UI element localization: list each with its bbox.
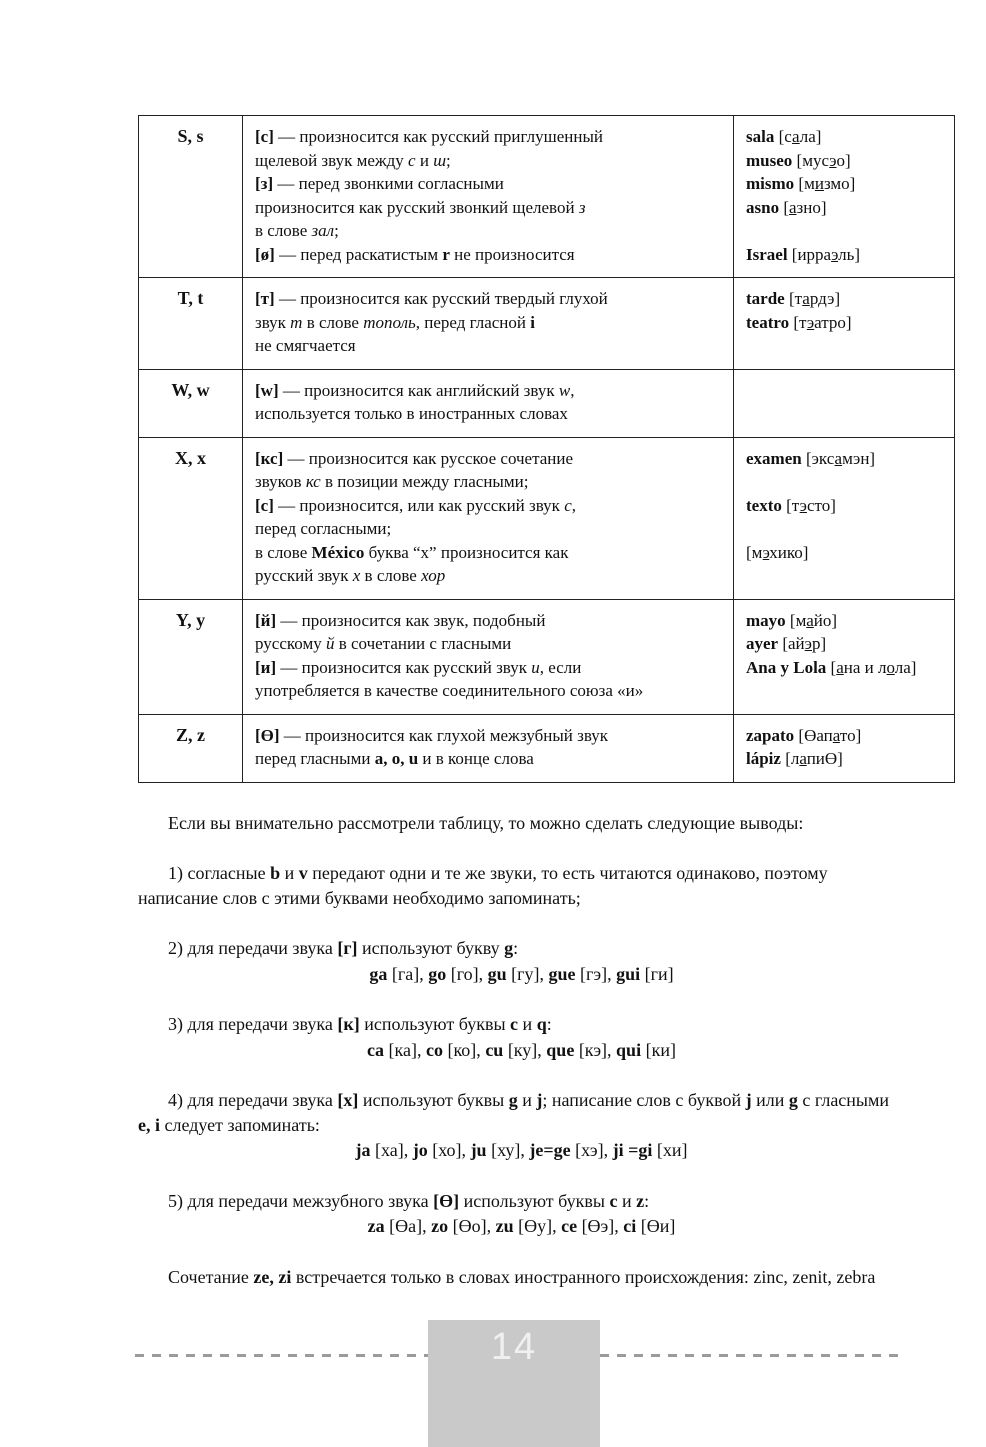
description-line: перед гласными a, o, u и в конце слова <box>255 749 534 768</box>
body-text <box>138 811 905 1290</box>
example-item: tarde [тардэ] <box>746 289 841 308</box>
description-line: используется только в иностранных словах <box>255 404 568 423</box>
paragraph-text: Сочетание ze, zi встречается только в словах иностранного происхождения: zinc, zenit, zebra <box>168 1266 876 1287</box>
paragraph-text: 4) для передачи звука [х] используют буквы g и j; написание слов с буквой j или g с гласными e, i следует запоминать: <box>138 1090 890 1135</box>
table-row <box>139 714 955 782</box>
description-line: [кс] — произносится как русское сочетание <box>255 448 574 468</box>
description-cell <box>243 714 734 782</box>
description-cell <box>243 116 734 278</box>
pronunciation-table <box>138 115 955 783</box>
description-line: звуков кс в позиции между гласными; <box>255 472 529 491</box>
description-line: [w] — произносится как английский звук w, <box>255 380 575 400</box>
table-row <box>139 599 955 714</box>
examples-cell <box>734 116 955 278</box>
example-item: examen [эксамэн] <box>746 448 876 468</box>
letter-label: Z, z <box>176 724 205 745</box>
letter-cell <box>139 437 243 599</box>
letter-label: S, s <box>177 126 204 146</box>
example-line: za [Ɵа], zo [Ɵо], zu [Ɵу], ce [Ɵэ], ci [Ɵи] <box>367 1216 676 1236</box>
description-line: щелевой звук между с и ш; <box>255 150 451 170</box>
example-item: sala [сала] <box>746 127 822 146</box>
examples-cell <box>734 714 955 782</box>
description-line: [т] — произносится как русский твердый глухой <box>255 289 608 308</box>
example-item <box>746 470 946 494</box>
paragraph-text: 1) согласные b и v передают одни и те же звуки, то есть читаются одинаково, поэтому написание слов с этими буквами необходимо запоминать; <box>138 863 828 908</box>
description-line: перед согласными; <box>255 519 392 538</box>
paragraph-text: 3) для передачи звука [к] используют буквы c и q: <box>168 1014 552 1034</box>
paragraph <box>138 1088 905 1163</box>
example-item: mayo [майо] <box>746 610 838 630</box>
examples-cell <box>734 278 955 370</box>
letter-cell <box>139 116 243 278</box>
letter-cell <box>139 599 243 714</box>
description-line: звук т в слове тополь, перед гласной i <box>255 312 535 332</box>
description-line: в слове México буква “х” произносится как <box>255 542 569 562</box>
footer-rule-left <box>135 1354 428 1357</box>
table-row <box>139 116 955 278</box>
description-line: произносится как русский звонкий щелевой з <box>255 197 586 217</box>
paragraph <box>138 1265 905 1290</box>
description-line: [Ɵ] — произносится как глухой межзубный звук <box>255 725 609 745</box>
example-item: [мэхико] <box>746 542 809 562</box>
example-item: Israel [ирраэль] <box>746 244 861 264</box>
description-line: в слове зал; <box>255 221 339 240</box>
footer-rule-right <box>600 1354 905 1357</box>
example-line: ja [ха], jo [хо], ju [ху], je=ge [хэ], ji =gi [хи] <box>355 1140 688 1160</box>
example-item: lápiz [лапиƟ] <box>746 749 843 768</box>
table-row <box>139 369 955 437</box>
description-line: употребляется в качестве соединительного союза «и» <box>255 681 644 700</box>
examples-cell <box>734 437 955 599</box>
example-item: asno [азно] <box>746 197 827 217</box>
paragraph <box>138 811 905 836</box>
example-item: teatro [тэатро] <box>746 312 852 332</box>
paragraph-text: 5) для передачи межзубного звука [Ɵ] используют буквы c и z: <box>168 1190 650 1211</box>
description-cell <box>243 278 734 370</box>
description-line: не смягчается <box>255 336 356 355</box>
letter-label: X, x <box>175 447 206 468</box>
paragraph <box>138 1189 905 1239</box>
description-line: русскому й в сочетании с гласными <box>255 634 512 653</box>
description-line: [й] — произносится как звук, подобный <box>255 610 546 630</box>
description-line: русский звук х в слове хор <box>255 566 446 585</box>
table-row <box>139 437 955 599</box>
description-cell <box>243 599 734 714</box>
example-line: ga [га], go [го], gu [гу], gue [гэ], gui [ги] <box>369 963 674 984</box>
example-item: mismo [мизмо] <box>746 174 856 193</box>
example-line: ca [ка], co [ко], cu [ку], que [кэ], qui [ки] <box>367 1039 676 1060</box>
paragraph <box>138 936 905 986</box>
paragraph <box>138 861 905 910</box>
example-item: museo [мусэо] <box>746 150 851 170</box>
letter-label: Y, y <box>175 609 206 630</box>
example-item: Ana y Lola [ана и лола] <box>746 657 917 677</box>
description-line: [ø] — перед раскатистым r не произносится <box>255 244 575 264</box>
paragraph-text: Если вы внимательно рассмотрели таблицу, то можно сделать следующие выводы: <box>168 812 804 833</box>
paragraph-text: 2) для передачи звука [г] используют букву g: <box>168 938 519 958</box>
examples-cell <box>734 369 955 437</box>
letter-cell <box>139 278 243 370</box>
page-footer <box>0 1320 986 1447</box>
letter-cell <box>139 714 243 782</box>
examples-cell <box>734 599 955 714</box>
description-line: [с] — произносится как русский приглушенный <box>255 127 603 146</box>
example-item <box>746 517 946 541</box>
description-line: [с] — произносится, или как русский звук с, <box>255 495 576 515</box>
letter-label: W, w <box>171 379 210 400</box>
letter-label: T, t <box>177 288 204 308</box>
example-item: texto [тэсто] <box>746 495 836 515</box>
page-number: 14 <box>490 1326 538 1368</box>
description-cell <box>243 437 734 599</box>
description-line: [и] — произносится как русский звук и, если <box>255 657 582 677</box>
example-item <box>746 219 946 243</box>
description-line: [з] — перед звонкими согласными <box>255 174 504 193</box>
example-item: ayer [айэр] <box>746 634 827 653</box>
table-row <box>139 278 955 370</box>
description-cell <box>243 369 734 437</box>
example-item: zapato [Ɵапато] <box>746 725 862 745</box>
letter-cell <box>139 369 243 437</box>
paragraph <box>138 1012 905 1062</box>
page-number-tab <box>428 1320 600 1447</box>
